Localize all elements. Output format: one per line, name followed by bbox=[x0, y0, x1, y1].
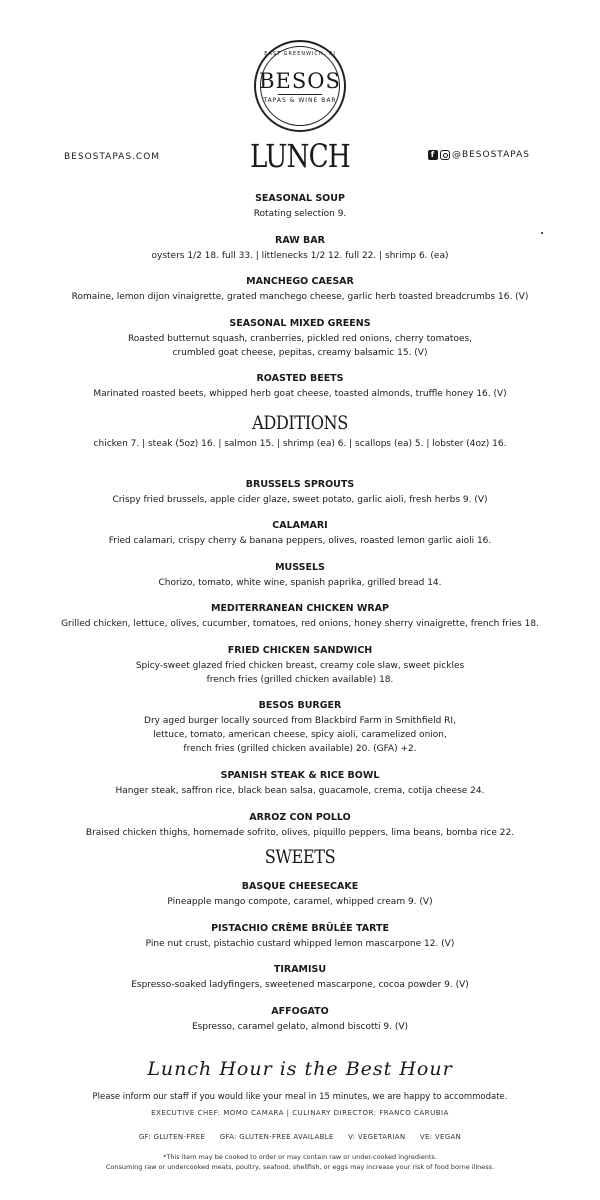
additions-text: chicken 7. | steak (5oz) 16. | salmon 15. | shrimp (ea) 6. | scallops (ea) 5. | lobster (4oz) 16. bbox=[93, 439, 507, 449]
item-description: Roasted butternut squash, cranberries, pickled red onions, cherry tomatoes, crumbled goat cheese, pepitas, creamy balsamic 15. (V) bbox=[127, 334, 473, 358]
item-name: TIRAMISU bbox=[273, 964, 327, 975]
item-description: Romaine, lemon dijon vinaigrette, grated manchego cheese, garlic herb toasted breadcrumbs 16. (V) bbox=[71, 292, 529, 302]
menu-item bbox=[0, 318, 600, 360]
item-name: ROASTED BEETS bbox=[256, 373, 344, 384]
item-description: Rotating selection 9. bbox=[253, 209, 347, 219]
facebook-icon[interactable]: f bbox=[428, 150, 438, 160]
service-note: Please inform our staff if you would like your meal in 15 minutes, we are happy to accommodate. bbox=[92, 1092, 508, 1102]
item-name: AFFOGATO bbox=[271, 1006, 329, 1017]
additions-list bbox=[0, 437, 600, 451]
item-description: Pineapple mango compote, caramel, whipped cream 9. (V) bbox=[167, 897, 433, 907]
item-description: Espresso-soaked ladyfingers, sweetened mascarpone, cocoa powder 9. (V) bbox=[131, 980, 469, 990]
item-name: ARROZ CON POLLO bbox=[249, 812, 351, 823]
item-description: Dry aged burger locally sourced from Blackbird Farm in Smithfield RI, lettuce, tomato, american cheese, spicy aioli, caramelized onion, french fries (grilled chicken available) 20. (GFA) +2. bbox=[144, 716, 456, 754]
menu-item bbox=[0, 603, 600, 631]
item-description: Braised chicken thighs, homemade sofrito, olives, piquillo peppers, lima beans, bomba rice 22. bbox=[85, 828, 515, 838]
menu-item bbox=[0, 645, 600, 687]
dietary-legend bbox=[0, 1133, 600, 1141]
legend-item: GF: GLUTEN-FREE bbox=[138, 1133, 206, 1141]
item-name: SPANISH STEAK & RICE BOWL bbox=[220, 770, 380, 781]
item-name: MEDITERRANEAN CHICKEN WRAP bbox=[210, 603, 389, 614]
legend-item: VE: VEGAN bbox=[419, 1133, 462, 1141]
menu-item bbox=[0, 770, 600, 798]
item-name: RAW BAR bbox=[275, 235, 325, 246]
item-description: Crispy fried brussels, apple cider glaze, sweet potato, garlic aioli, fresh herbs 9. (V) bbox=[112, 495, 488, 505]
item-name: CALAMARI bbox=[272, 520, 328, 531]
logo-name: BESOS bbox=[259, 69, 341, 93]
item-description: Marinated roasted beets, whipped herb goat cheese, toasted almonds, truffle honey 16. (V) bbox=[93, 389, 507, 399]
dessert-item bbox=[0, 964, 600, 992]
menu-item bbox=[0, 373, 600, 401]
logo-divider bbox=[278, 94, 322, 95]
logo-subtitle: TAPAS & WINE BAR bbox=[263, 97, 337, 104]
additions-heading: ADDITIONS bbox=[252, 412, 348, 434]
besos-logo bbox=[254, 40, 346, 132]
item-description: Hanger steak, saffron rice, black bean salsa, guacamole, crema, cotija cheese 24. bbox=[115, 786, 485, 796]
item-name: FRIED CHICKEN SANDWICH bbox=[227, 645, 373, 656]
chef-credits: EXECUTIVE CHEF: MOMO CAMARA | CULINARY DIRECTOR: FRANCO CARUBIA bbox=[151, 1109, 449, 1117]
item-description: Spicy-sweet glazed fried chicken breast, creamy cole slaw, sweet pickles french fries (grilled chicken available) 18. bbox=[135, 661, 465, 685]
item-description: Chorizo, tomato, white wine, spanish paprika, grilled bread 14. bbox=[158, 578, 442, 588]
dessert-item bbox=[0, 1006, 600, 1034]
item-description: Fried calamari, crispy cherry & banana peppers, olives, roasted lemon garlic aioli 16. bbox=[108, 536, 492, 546]
item-description: Espresso, caramel gelato, almond biscotti 9. (V) bbox=[191, 1022, 409, 1032]
item-name: BASQUE CHEESECAKE bbox=[241, 881, 359, 892]
legend-item: GFA: GLUTEN-FREE AVAILABLE bbox=[219, 1133, 334, 1141]
item-name: MUSSELS bbox=[275, 562, 325, 573]
website-link[interactable]: BESOSTAPAS.COM bbox=[64, 152, 161, 162]
item-name: BRUSSELS SPROUTS bbox=[245, 479, 355, 490]
menu-item bbox=[0, 193, 600, 221]
item-name: BESOS BURGER bbox=[258, 700, 342, 711]
menu-item bbox=[0, 562, 600, 590]
item-name: SEASONAL MIXED GREENS bbox=[229, 318, 371, 329]
item-name: MANCHEGO CAESAR bbox=[246, 276, 354, 287]
menu-item bbox=[0, 812, 600, 840]
menu-item bbox=[0, 520, 600, 548]
item-description: Pine nut crust, pistachio custard whipped lemon mascarpone 12. (V) bbox=[145, 939, 455, 949]
sweets-heading: SWEETS bbox=[264, 846, 336, 868]
tagline: Lunch Hour is the Best Hour bbox=[147, 1058, 453, 1080]
menu-item bbox=[0, 700, 600, 756]
item-description: oysters 1/2 18. full 33. | littlenecks 1/2 12. full 22. | shrimp 6. (ea) bbox=[151, 251, 449, 261]
menu-item bbox=[0, 479, 600, 507]
dessert-item bbox=[0, 923, 600, 951]
instagram-icon[interactable] bbox=[440, 150, 450, 160]
item-name: PISTACHIO CRÈME BRÛLÉE TARTE bbox=[211, 923, 389, 934]
food-safety-disclaimer: Consuming raw or undercooked meats, poultry, seafood, shellfish, or eggs may increase your risk of food borne illness. bbox=[105, 1163, 495, 1171]
social-links[interactable] bbox=[428, 150, 530, 160]
item-name: SEASONAL SOUP bbox=[255, 193, 345, 204]
dessert-item bbox=[0, 881, 600, 909]
page-title: LUNCH bbox=[250, 137, 350, 175]
raw-food-disclaimer: *This item may be cooked to order or may contain raw or under-cooked ingredients. bbox=[163, 1153, 437, 1161]
stray-mark bbox=[541, 232, 543, 234]
menu-item bbox=[0, 276, 600, 304]
social-handle: @BESOSTAPAS bbox=[451, 150, 530, 160]
menu-item bbox=[0, 235, 600, 263]
logo-location: EAST GREENWICH, RI bbox=[264, 51, 336, 57]
legend-item: V: VEGETARIAN bbox=[348, 1133, 406, 1141]
item-description: Grilled chicken, lettuce, olives, cucumber, tomatoes, red onions, honey sherry vinaigrette, french fries 18. bbox=[61, 619, 539, 629]
